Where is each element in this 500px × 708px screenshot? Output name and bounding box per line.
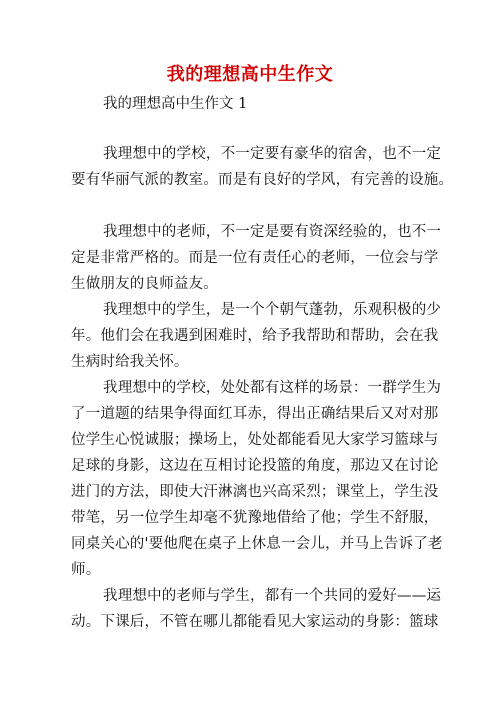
text-line: 年。他们会在我遇到困难时，给予我帮助和帮助，会在我: [71, 328, 439, 344]
text-line: 定是非常严格的。而是一位有责任心的老师，一位会与学: [71, 250, 439, 266]
text-line: 了一道题的结果争得面红耳赤，得出正确结果后又对对那: [71, 406, 439, 422]
text-line: 足球的身影，这边在互相讨论投篮的角度，那边又在讨论: [71, 458, 439, 474]
document-title: 我的理想高中生作文: [166, 64, 334, 85]
document-subtitle: 我的理想高中生作文 1: [103, 96, 248, 112]
text-line: 进门的方法，即使大汗淋漓也兴高采烈；课堂上，学生没: [71, 484, 439, 500]
text-line: 带笔，另一位学生却毫不犹豫地借给了他；学生不舒服，: [71, 510, 439, 526]
text-line: 位学生心悦诚服；操场上，处处都能看见大家学习篮球与: [71, 432, 439, 448]
text-line: 生病时给我关怀。: [71, 354, 189, 370]
text-line: 同桌关心的'要他爬在桌子上休息一会儿，并马上告诉了老: [71, 536, 443, 552]
text-line: 师。: [71, 562, 101, 578]
text-line: 动。下课后，不管在哪儿都能看见大家运动的身影：篮球: [71, 614, 439, 630]
text-line: 我理想中的老师与学生，都有一个共同的爱好——运: [103, 588, 442, 604]
text-line: 生做朋友的良师益友。: [71, 276, 218, 292]
text-line: 我理想中的老师，不一定是要有资深经验的，也不一: [103, 224, 442, 240]
text-line: 要有华丽气派的教室。而是有良好的学风，有完善的设施。: [71, 172, 454, 188]
text-line: 我理想中的学校，处处都有这样的场景：一群学生为: [103, 380, 442, 396]
text-line: 我理想中的学生，是一个个朝气蓬勃，乐观积极的少: [103, 302, 442, 318]
text-line: 我理想中的学校，不一定要有豪华的宿舍，也不一定: [103, 146, 442, 162]
